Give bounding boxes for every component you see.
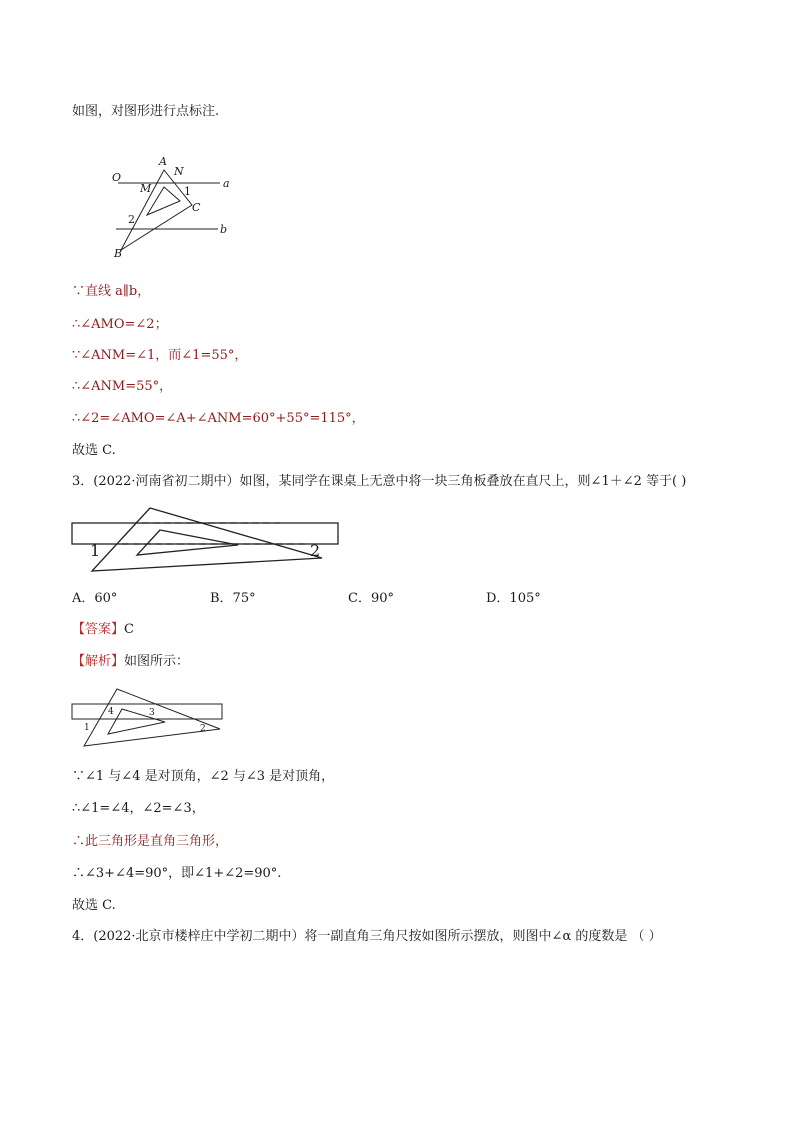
intro-text: 如图，对图形进行点标注. [72,104,220,119]
label-2: 2 [128,213,135,226]
choose3-text: 故选 C. [72,898,116,913]
solution2-line-3: ∵∠ANM=∠1，而∠1=55°， [72,348,248,363]
angle-label-2: 2 [200,724,206,734]
answer-value: C [124,622,134,637]
angle-label-3: 3 [149,708,155,718]
label-b: b [220,223,228,236]
figure-analysis [70,684,230,752]
label-N: N [174,165,184,178]
solution2-line-5: ∴∠2=∠AMO=∠A+∠ANM=60°+55°=115°， [72,411,365,426]
label-O: O [112,171,122,184]
solution3-line-1: ∵∠1 与∠4 是对顶角，∠2 与∠3 是对顶角， [72,769,335,784]
question4-text: 4．(2022·北京市楼梓庄中学初二期中）将一副直角三角尺按如图所示摆放，则图中∠α 的度数是 （ ） [72,929,662,944]
triangle-inner [147,187,180,215]
label-A: A [159,155,167,168]
option-c[interactable]: C．90° [348,591,394,606]
solution2-line-1: ∵直线 a∥b， [72,284,151,299]
option-b[interactable]: B．75° [210,591,256,606]
angle-label-1: 1 [90,541,101,560]
label-a: a [223,177,230,190]
solution3-line-3: ∴此三角形是直角三角形， [72,834,229,849]
triangle-outer [121,170,192,250]
figure-parallel-lines-triangle [108,150,238,265]
answer-line [72,621,134,639]
angle-label-1: 1 [84,723,90,733]
angle-label-4: 4 [108,707,114,717]
analysis-line [72,653,189,671]
solution3-line-2: ∴∠1=∠4，∠2=∠3， [72,801,205,816]
label-M: M [140,182,152,195]
label-C: C [192,201,201,214]
figure-ruler-triangle [70,505,345,577]
analysis-label: 【解析】 [72,654,125,669]
option-d[interactable]: D．105° [486,591,541,606]
solution3-line-4: ∴∠3+∠4=90°，即∠1+∠2=90°. [72,866,282,881]
choose2-text: 故选 C. [72,443,116,458]
solution2-line-4: ∴∠ANM=55°， [72,379,173,394]
label-B: B [114,247,123,260]
answer-label: 【答案】 [72,622,125,637]
solution2-line-2: ∴∠AMO=∠2； [72,317,168,332]
triangle-inner [108,709,165,734]
question3-text: 3．(2022·河南省初二期中）如图，某同学在课桌上无意中将一块三角板叠放在直尺上，则∠1＋∠2 等于( ) [72,474,687,489]
analysis-text: 如图所示： [124,654,190,669]
option-a[interactable]: A．60° [72,591,118,606]
label-1: 1 [184,185,191,198]
angle-label-2: 2 [310,541,321,560]
